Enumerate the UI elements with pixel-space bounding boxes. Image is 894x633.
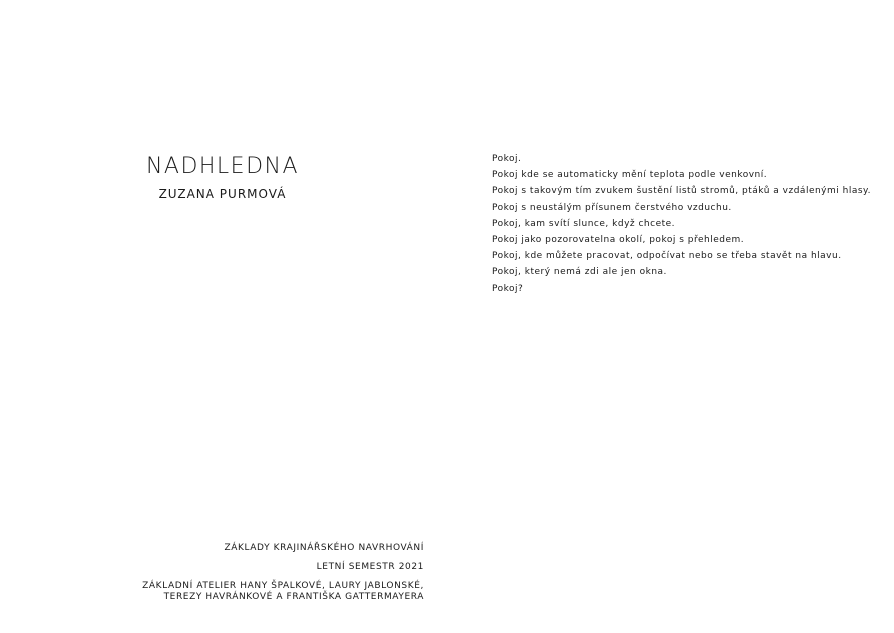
semester: LETNÍ SEMESTR 2021 [316,562,424,572]
poem-line: Pokoj? [492,283,524,294]
poem [492,151,871,297]
poem-line: Pokoj, kam svítí slunce, když chcete. [492,218,676,229]
author-name: ZUZANA PURMOVÁ [158,187,287,201]
page-title: NADHLEDNA [145,154,300,179]
poem-line: Pokoj, kde můžete pracovat, odpočívat nebo se třeba stavět na hlavu. [492,251,842,262]
poem-line: Pokoj s neustálým přísunem čerstvého vzduchu. [492,202,732,213]
poem-line: Pokoj. [492,154,522,164]
poem-line: Pokoj s takovým tím zvukem šustění listů stromů, ptáků a vzdálenými hlasy. [492,186,871,197]
atelier-line: TEREZY HAVRÁNKOVÉ A FRANTIŠKA GATTERMAYERA [163,592,424,602]
poem-line: Pokoj jako pozorovatelna okolí, pokoj s přehledem. [492,235,745,246]
poem-line: Pokoj, který nemá zdi ale jen okna. [492,267,667,278]
atelier-credits [142,581,424,603]
footer [142,543,424,603]
atelier-line: ZÁKLADNÍ ATELIER HANY ŠPALKOVÉ, LAURY JABLONSKÉ, [142,581,424,591]
course-name: ZÁKLADY KRAJINÁŘSKÉHO NAVRHOVÁNÍ [224,543,424,553]
poem-line: Pokoj kde se automaticky mění teplota podle venkovní. [492,170,768,181]
